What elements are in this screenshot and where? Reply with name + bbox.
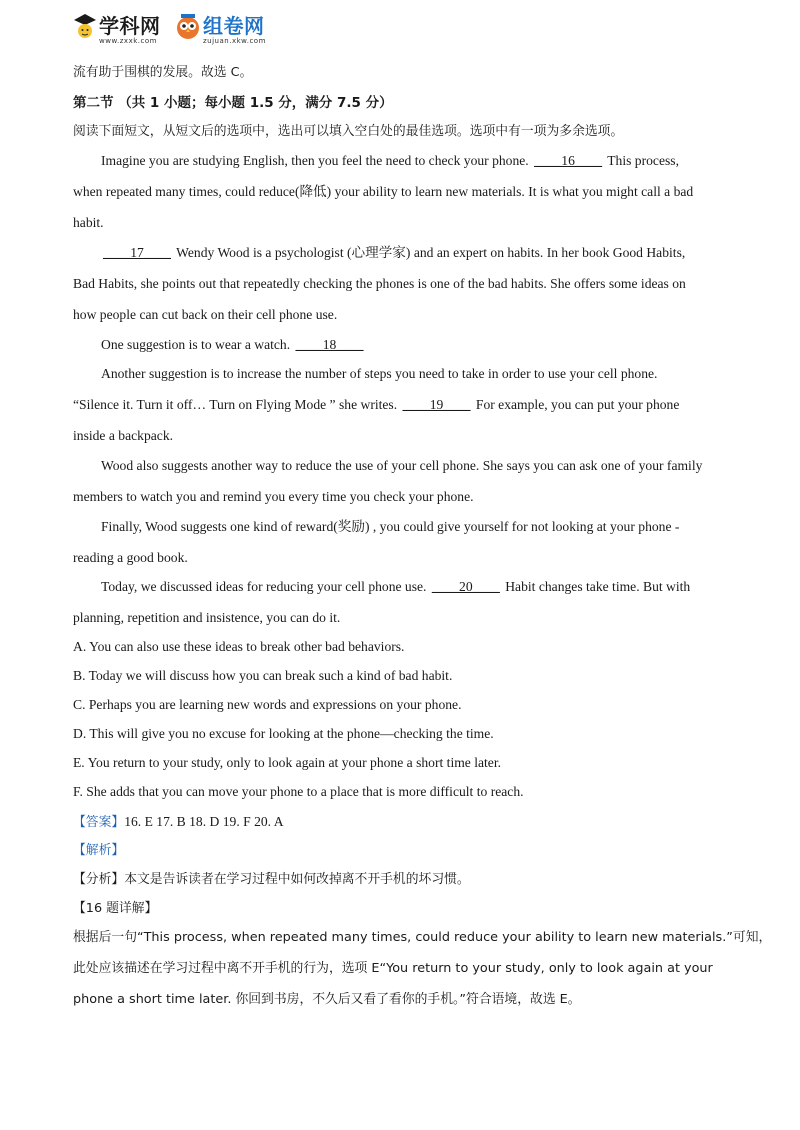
answer-line (73, 813, 284, 832)
paragraph-2-line-1 (101, 244, 685, 262)
paragraph-6-line-2: reading a good book. (73, 550, 188, 565)
detail-16-heading: 【16 题详解】 (73, 901, 158, 916)
paragraph-5-line-1: Wood also suggests another way to reduce the use of your cell phone. She says you can ask one of your family (101, 458, 703, 473)
zujuan-logo (175, 10, 275, 46)
blank-19: ____19____ (402, 397, 471, 412)
prev-answer-tail: 流有助于围棋的发展。故选 C。 (73, 65, 253, 80)
detail-line-3: phone a short time later. 你回到书房，不久后又看了看你的手机。”符合语境，故选 E。 (73, 992, 581, 1007)
paragraph-3 (101, 336, 366, 354)
paragraph-2-line-3: how people can cut back on their cell phone use. (73, 307, 338, 322)
zxxk-logo (73, 10, 173, 46)
owl-icon (175, 12, 201, 42)
answer-tag: 【答案】 (73, 815, 125, 830)
paragraph-1-line-3: habit. (73, 215, 104, 230)
option-e: E. You return to your study, only to look again at your phone a short time later. (73, 755, 502, 770)
analysis-tag: 【解析】 (73, 843, 125, 858)
paragraph-1-line-1 (101, 152, 679, 170)
paragraph-4-line-2 (73, 396, 679, 414)
blank-16: ____16____ (534, 153, 603, 168)
paragraph-4-line-1: Another suggestion is to increase the number of steps you need to take in order to use your cell phone. (101, 366, 658, 381)
logo2-title: 组卷网 (203, 14, 265, 38)
detail-line-2: 此处应该描述在学习过程中离不开手机的行为，选项 E“You return to your study, only to look again at your (73, 961, 713, 976)
paragraph-7-line-2: planning, repetition and insistence, you can do it. (73, 610, 341, 625)
text: This process, (604, 153, 679, 168)
answer-values: 16. E 17. B 18. D 19. F 20. A (124, 814, 284, 829)
summary-line: 【分析】本文是告诉读者在学习过程中如何改掉离不开手机的坏习惯。 (73, 872, 470, 887)
text: Today, we discussed ideas for reducing your cell phone use. (101, 579, 430, 594)
paragraph-6-line-1: Finally, Wood suggests one kind of reward(奖励) , you could give yourself for not looking at your phone - (101, 519, 680, 534)
mortarboard-icon (73, 12, 97, 42)
text: “Silence it. Turn it off… Turn on Flying Mode ” she writes. (73, 397, 401, 412)
text: Habit changes take time. But with (501, 579, 691, 594)
option-d: D. This will give you no excuse for looking at the phone—checking the time. (73, 726, 494, 741)
logo2-url: zujuan.xkw.com (203, 37, 266, 45)
option-c: C. Perhaps you are learning new words and expressions on your phone. (73, 697, 462, 712)
blank-18: ____18____ (295, 337, 364, 352)
option-b: B. Today we will discuss how you can break such a kind of bad habit. (73, 668, 453, 683)
detail-line-1: 根据后一句“This process, when repeated many times, could reduce your ability to learn new materials.”可知， (73, 930, 772, 945)
blank-20: ____20____ (431, 579, 500, 594)
page-header (73, 10, 333, 50)
text: Imagine you are studying English, then you feel the need to check your phone. (101, 153, 533, 168)
paragraph-1-line-2: when repeated many times, could reduce(降低) your ability to learn new materials. It is what you might call a bad (73, 184, 694, 199)
logo1-title: 学科网 (99, 14, 161, 38)
option-a: A. You can also use these ideas to break other bad behaviors. (73, 639, 405, 654)
paragraph-2-line-2: Bad Habits, she points out that repeatedly checking the phones is one of the bad habits. She offers some ideas on (73, 276, 686, 291)
paragraph-5-line-2: members to watch you and remind you every time you check your phone. (73, 489, 474, 504)
text: Wendy Wood is a psychologist (心理学家) and an expert on habits. In her book Good Habits, (172, 245, 686, 260)
paragraph-7-line-1 (101, 578, 690, 596)
text: One suggestion is to wear a watch. (101, 337, 294, 352)
text: For example, you can put your phone (472, 397, 680, 412)
instructions: 阅读下面短文，从短文后的选项中，选出可以填入空白处的最佳选项。选项中有一项为多余选项。 (73, 124, 624, 139)
section-heading: 第二节 （共 1 小题；每小题 1.5 分，满分 7.5 分） (73, 95, 393, 111)
option-f: F. She adds that you can move your phone to a place that is more difficult to reach. (73, 784, 524, 799)
blank-17: ____17____ (103, 245, 171, 260)
logo1-url: www.zxxk.com (99, 37, 157, 45)
paragraph-4-line-3: inside a backpack. (73, 428, 174, 443)
